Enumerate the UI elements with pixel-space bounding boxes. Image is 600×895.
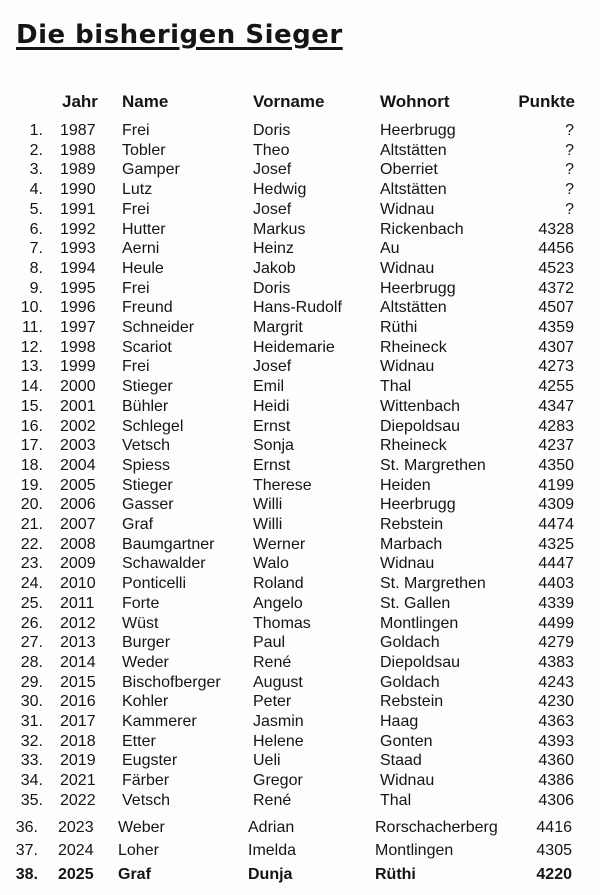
table-row	[0, 357, 600, 377]
row-points: ?	[565, 122, 574, 139]
row-first-name: Angelo	[253, 594, 303, 612]
row-last-name: Kammerer	[122, 713, 197, 730]
row-city: Altstätten	[380, 141, 447, 159]
row-last-name: Forte	[122, 594, 160, 612]
row-last-name: Wüst	[122, 614, 159, 632]
row-city: Heiden	[380, 476, 431, 494]
row-last-name: Frei	[122, 200, 150, 218]
row-year: 2013	[60, 634, 96, 652]
row-last-name: Färber	[122, 772, 170, 790]
row-last-name: Frei	[122, 122, 150, 139]
row-city: St. Gallen	[380, 594, 451, 612]
row-last-name: Kohler	[122, 693, 169, 711]
row-points: 4306	[538, 791, 574, 809]
row-first-name: Willi	[253, 496, 283, 514]
row-city: Montlingen	[380, 614, 459, 632]
table-row	[0, 298, 600, 318]
row-year: 2003	[60, 437, 96, 455]
table-row	[0, 751, 600, 771]
row-city: Heerbrugg	[380, 279, 456, 297]
table-row	[0, 515, 600, 535]
row-city: Altstätten	[380, 299, 447, 317]
row-city: Staad	[380, 752, 422, 770]
row-last-name: Weder	[122, 653, 169, 671]
row-points: 4328	[538, 220, 574, 238]
row-rank: 16.	[20, 417, 43, 435]
row-last-name: Graf	[122, 516, 154, 533]
table-row	[0, 712, 600, 732]
row-first-name: René	[253, 791, 292, 809]
table-row	[0, 865, 600, 885]
row-points: 4499	[538, 614, 574, 632]
row-rank: 32.	[20, 732, 43, 750]
row-points: 4360	[538, 752, 574, 770]
row-rank: 1.	[29, 122, 43, 139]
row-year: 1991	[60, 200, 96, 218]
row-year: 2012	[60, 614, 96, 632]
table-row	[0, 338, 600, 358]
row-points: ?	[565, 161, 574, 179]
table-row	[0, 653, 600, 673]
row-points: 4386	[538, 772, 574, 790]
row-first-name: Paul	[253, 634, 286, 652]
row-first-name: Helene	[253, 732, 304, 750]
row-year: 1987	[60, 122, 96, 139]
row-rank: 31.	[20, 713, 43, 730]
table-row	[0, 436, 600, 456]
row-last-name: Spiess	[122, 456, 171, 474]
table-row	[0, 397, 600, 417]
row-year: 1993	[60, 240, 96, 258]
table-row	[0, 456, 600, 476]
row-rank: 11.	[21, 319, 43, 336]
table-row	[0, 594, 600, 614]
row-year: 2006	[60, 496, 96, 514]
row-city: Widnau	[380, 555, 435, 573]
row-city: Diepoldsau	[380, 653, 461, 671]
row-city: Altstätten	[380, 181, 447, 199]
row-first-name: Gregor	[253, 772, 303, 790]
row-first-name: Adrian	[248, 819, 295, 836]
row-points: 4456	[538, 240, 574, 258]
row-city: Rüthi	[380, 319, 418, 336]
row-points: 4359	[538, 319, 574, 336]
row-last-name: Heule	[122, 259, 164, 277]
row-points: 4283	[538, 417, 574, 435]
row-first-name: Josef	[253, 358, 292, 376]
row-city: Widnau	[380, 772, 435, 790]
row-city: Wittenbach	[380, 397, 461, 415]
table-row	[0, 554, 600, 574]
row-rank: 3.	[29, 161, 43, 179]
row-first-name: Thomas	[253, 614, 311, 632]
row-city: Widnau	[380, 200, 435, 218]
row-city: Oberriet	[380, 161, 438, 179]
row-rank: 23.	[20, 555, 43, 573]
row-last-name: Gamper	[122, 161, 180, 179]
row-city: Diepoldsau	[380, 417, 461, 435]
row-last-name: Ponticelli	[122, 575, 187, 593]
row-year: 1988	[60, 141, 96, 159]
row-points: 4347	[538, 397, 574, 415]
row-first-name: Sonja	[253, 437, 294, 455]
table-row	[0, 633, 600, 653]
row-last-name: Lutz	[122, 181, 153, 199]
row-city: Au	[380, 240, 400, 258]
row-first-name: Margrit	[253, 319, 303, 336]
row-year: 1996	[60, 299, 96, 317]
row-city: Thal	[380, 791, 412, 809]
row-points: 4325	[538, 535, 574, 553]
row-first-name: Walo	[253, 555, 289, 573]
row-year: 2019	[60, 752, 96, 770]
row-year: 2004	[60, 456, 96, 474]
row-first-name: Heidemarie	[253, 338, 335, 356]
row-last-name: Aerni	[122, 240, 160, 258]
row-last-name: Schawalder	[122, 555, 206, 573]
row-points: 4230	[538, 693, 574, 711]
row-first-name: Ernst	[253, 456, 291, 474]
row-points: 4273	[538, 358, 574, 376]
row-year: 2017	[60, 713, 96, 730]
row-first-name: Peter	[253, 693, 292, 711]
row-rank: 22.	[20, 535, 43, 553]
row-year: 1992	[60, 220, 96, 238]
row-points: 4507	[538, 299, 574, 317]
row-year: 2021	[60, 772, 96, 790]
table-row	[0, 476, 600, 496]
row-city: Rheineck	[380, 437, 447, 455]
row-rank: 38.	[15, 866, 38, 883]
row-first-name: Heinz	[253, 240, 294, 258]
row-first-name: Willi	[253, 516, 283, 533]
row-rank: 10.	[20, 299, 43, 317]
row-year: 2010	[60, 575, 96, 593]
row-city: Rickenbach	[380, 220, 464, 238]
row-last-name: Freund	[122, 299, 173, 317]
row-first-name: Jakob	[253, 259, 296, 277]
row-first-name: Theo	[253, 141, 290, 159]
row-points: 4237	[538, 437, 574, 455]
header-points: Punkte	[518, 92, 575, 111]
row-last-name: Schneider	[122, 319, 195, 336]
table-row	[0, 141, 600, 161]
row-last-name: Vetsch	[122, 437, 171, 455]
row-last-name: Schlegel	[122, 417, 184, 435]
row-city: Rebstein	[380, 693, 444, 711]
row-rank: 27.	[20, 634, 43, 652]
row-rank: 4.	[29, 181, 43, 199]
row-year: 1997	[60, 319, 96, 336]
row-points: ?	[565, 200, 574, 218]
row-first-name: Ueli	[253, 752, 281, 770]
row-rank: 28.	[20, 653, 43, 671]
header-city: Wohnort	[380, 92, 450, 111]
row-rank: 19.	[20, 476, 43, 494]
row-year: 2022	[60, 791, 96, 809]
row-first-name: Jasmin	[253, 713, 304, 730]
row-last-name: Stieger	[122, 476, 173, 494]
row-first-name: Doris	[253, 122, 291, 139]
table-row	[0, 732, 600, 752]
row-first-name: Emil	[253, 378, 285, 396]
row-rank: 24.	[20, 575, 43, 593]
row-city: Gonten	[380, 732, 433, 750]
row-year: 1990	[60, 181, 96, 199]
row-year: 2008	[60, 535, 96, 553]
table-row	[0, 220, 600, 240]
table-row	[0, 791, 600, 811]
table-row	[0, 121, 600, 141]
row-last-name: Eugster	[122, 752, 178, 770]
row-year: 2018	[60, 732, 96, 750]
table-row	[0, 692, 600, 712]
row-first-name: Therese	[253, 476, 312, 494]
row-points: 4309	[538, 496, 574, 514]
row-first-name: August	[253, 673, 303, 691]
row-rank: 18.	[20, 456, 43, 474]
row-last-name: Hutter	[122, 220, 166, 238]
row-rank: 30.	[20, 693, 43, 711]
row-rank: 29.	[20, 673, 43, 691]
table-row	[0, 279, 600, 299]
row-rank: 33.	[20, 752, 43, 770]
row-last-name: Bischofberger	[122, 673, 221, 691]
row-points: 4474	[538, 516, 574, 533]
row-rank: 37.	[15, 842, 38, 859]
row-last-name: Graf	[118, 866, 151, 883]
table-row	[0, 771, 600, 791]
row-city: Thal	[380, 378, 412, 396]
row-rank: 34.	[20, 772, 43, 790]
row-last-name: Baumgartner	[122, 535, 215, 553]
row-city: Montlingen	[375, 842, 454, 859]
row-last-name: Etter	[122, 732, 156, 750]
row-city: Marbach	[380, 535, 443, 553]
row-first-name: Ernst	[253, 417, 291, 435]
row-points: 4393	[538, 732, 574, 750]
row-city: Heerbrugg	[380, 496, 456, 514]
row-last-name: Scariot	[122, 338, 172, 356]
row-points: 4350	[538, 456, 574, 474]
header-name: Name	[122, 92, 169, 111]
row-year: 2024	[58, 842, 94, 859]
row-rank: 7.	[29, 240, 43, 258]
row-points: 4416	[536, 819, 572, 836]
row-city: Heerbrugg	[380, 122, 456, 139]
row-city: Goldach	[380, 634, 440, 652]
row-rank: 9.	[29, 279, 43, 297]
row-points: 4220	[536, 866, 572, 883]
table-row	[0, 318, 600, 338]
row-first-name: Heidi	[253, 397, 290, 415]
row-year: 2015	[60, 673, 96, 691]
row-last-name: Loher	[118, 842, 159, 859]
row-year: 2002	[60, 417, 96, 435]
row-city: Widnau	[380, 259, 435, 277]
table-row	[0, 841, 600, 861]
row-last-name: Gasser	[122, 496, 174, 514]
row-first-name: Hans-Rudolf	[253, 299, 342, 317]
table-row	[0, 160, 600, 180]
row-last-name: Vetsch	[122, 791, 171, 809]
row-rank: 8.	[29, 259, 43, 277]
row-rank: 13.	[20, 358, 43, 376]
row-rank: 26.	[20, 614, 43, 632]
table-row	[0, 818, 600, 838]
row-first-name: René	[253, 653, 292, 671]
row-points: 4243	[538, 673, 574, 691]
row-rank: 35.	[20, 791, 43, 809]
row-rank: 15.	[20, 397, 43, 415]
row-rank: 36.	[15, 819, 38, 836]
row-city: St. Margrethen	[380, 575, 486, 593]
table-row	[0, 259, 600, 279]
row-year: 2023	[58, 819, 94, 836]
row-first-name: Imelda	[248, 842, 297, 859]
row-points: 4339	[538, 594, 574, 612]
row-year: 1999	[60, 358, 96, 376]
table-row	[0, 180, 600, 200]
row-points: ?	[565, 181, 574, 199]
row-year: 1995	[60, 279, 96, 297]
row-last-name: Bühler	[122, 397, 169, 415]
row-year: 1989	[60, 161, 96, 179]
row-first-name: Josef	[253, 200, 292, 218]
row-points: 4199	[538, 476, 574, 494]
row-rank: 5.	[29, 200, 43, 218]
row-year: 2001	[60, 397, 96, 415]
row-first-name: Werner	[253, 535, 306, 553]
row-points: 4372	[538, 279, 574, 297]
row-points: 4447	[538, 555, 574, 573]
row-year: 2011	[60, 594, 95, 612]
row-first-name: Markus	[253, 220, 306, 238]
row-year: 2005	[60, 476, 96, 494]
row-last-name: Stieger	[122, 378, 173, 396]
page-title: Die bisherigen Sieger	[16, 20, 343, 50]
row-rank: 17.	[20, 437, 43, 455]
table-row	[0, 535, 600, 555]
row-first-name: Josef	[253, 161, 292, 179]
row-last-name: Weber	[118, 819, 165, 836]
row-last-name: Frei	[122, 279, 150, 297]
row-points: 4403	[538, 575, 574, 593]
table-row	[0, 574, 600, 594]
row-city: Rüthi	[375, 866, 416, 883]
row-city: Rorschacherberg	[375, 819, 498, 836]
header-year: Jahr	[62, 92, 98, 111]
row-points: 4305	[536, 842, 572, 859]
row-first-name: Dunja	[248, 866, 293, 883]
row-points: 4307	[538, 338, 574, 356]
row-first-name: Roland	[253, 575, 304, 593]
row-year: 1998	[60, 338, 96, 356]
row-rank: 6.	[29, 220, 43, 238]
row-last-name: Burger	[122, 634, 171, 652]
row-year: 2009	[60, 555, 96, 573]
row-points: 4255	[538, 378, 574, 396]
row-year: 2007	[60, 516, 96, 533]
table-row	[0, 614, 600, 634]
row-year: 2016	[60, 693, 96, 711]
table-row	[0, 417, 600, 437]
table-row	[0, 495, 600, 515]
row-rank: 14.	[20, 378, 43, 396]
table-row	[0, 239, 600, 259]
row-points: 4383	[538, 653, 574, 671]
header-first-name: Vorname	[253, 92, 325, 111]
row-last-name: Tobler	[122, 141, 166, 159]
row-first-name: Doris	[253, 279, 291, 297]
row-points: 4363	[538, 713, 574, 730]
table-row	[0, 377, 600, 397]
table-row	[0, 673, 600, 693]
row-rank: 12.	[20, 338, 43, 356]
row-last-name: Frei	[122, 358, 150, 376]
row-year: 1994	[60, 259, 96, 277]
row-city: Widnau	[380, 358, 435, 376]
table-row	[0, 200, 600, 220]
row-city: Goldach	[380, 673, 440, 691]
row-city: Haag	[380, 713, 419, 730]
row-points: ?	[565, 141, 574, 159]
row-points: 4279	[538, 634, 574, 652]
row-rank: 21.	[20, 516, 43, 533]
row-city: Rheineck	[380, 338, 447, 356]
row-rank: 20.	[20, 496, 43, 514]
row-year: 2025	[58, 866, 94, 883]
row-city: St. Margrethen	[380, 456, 486, 474]
row-rank: 25.	[20, 594, 43, 612]
row-first-name: Hedwig	[253, 181, 307, 199]
table-header	[0, 92, 600, 112]
row-rank: 2.	[29, 141, 43, 159]
row-points: 4523	[538, 259, 574, 277]
row-year: 2014	[60, 653, 96, 671]
row-city: Rebstein	[380, 516, 444, 533]
row-year: 2000	[60, 378, 96, 396]
